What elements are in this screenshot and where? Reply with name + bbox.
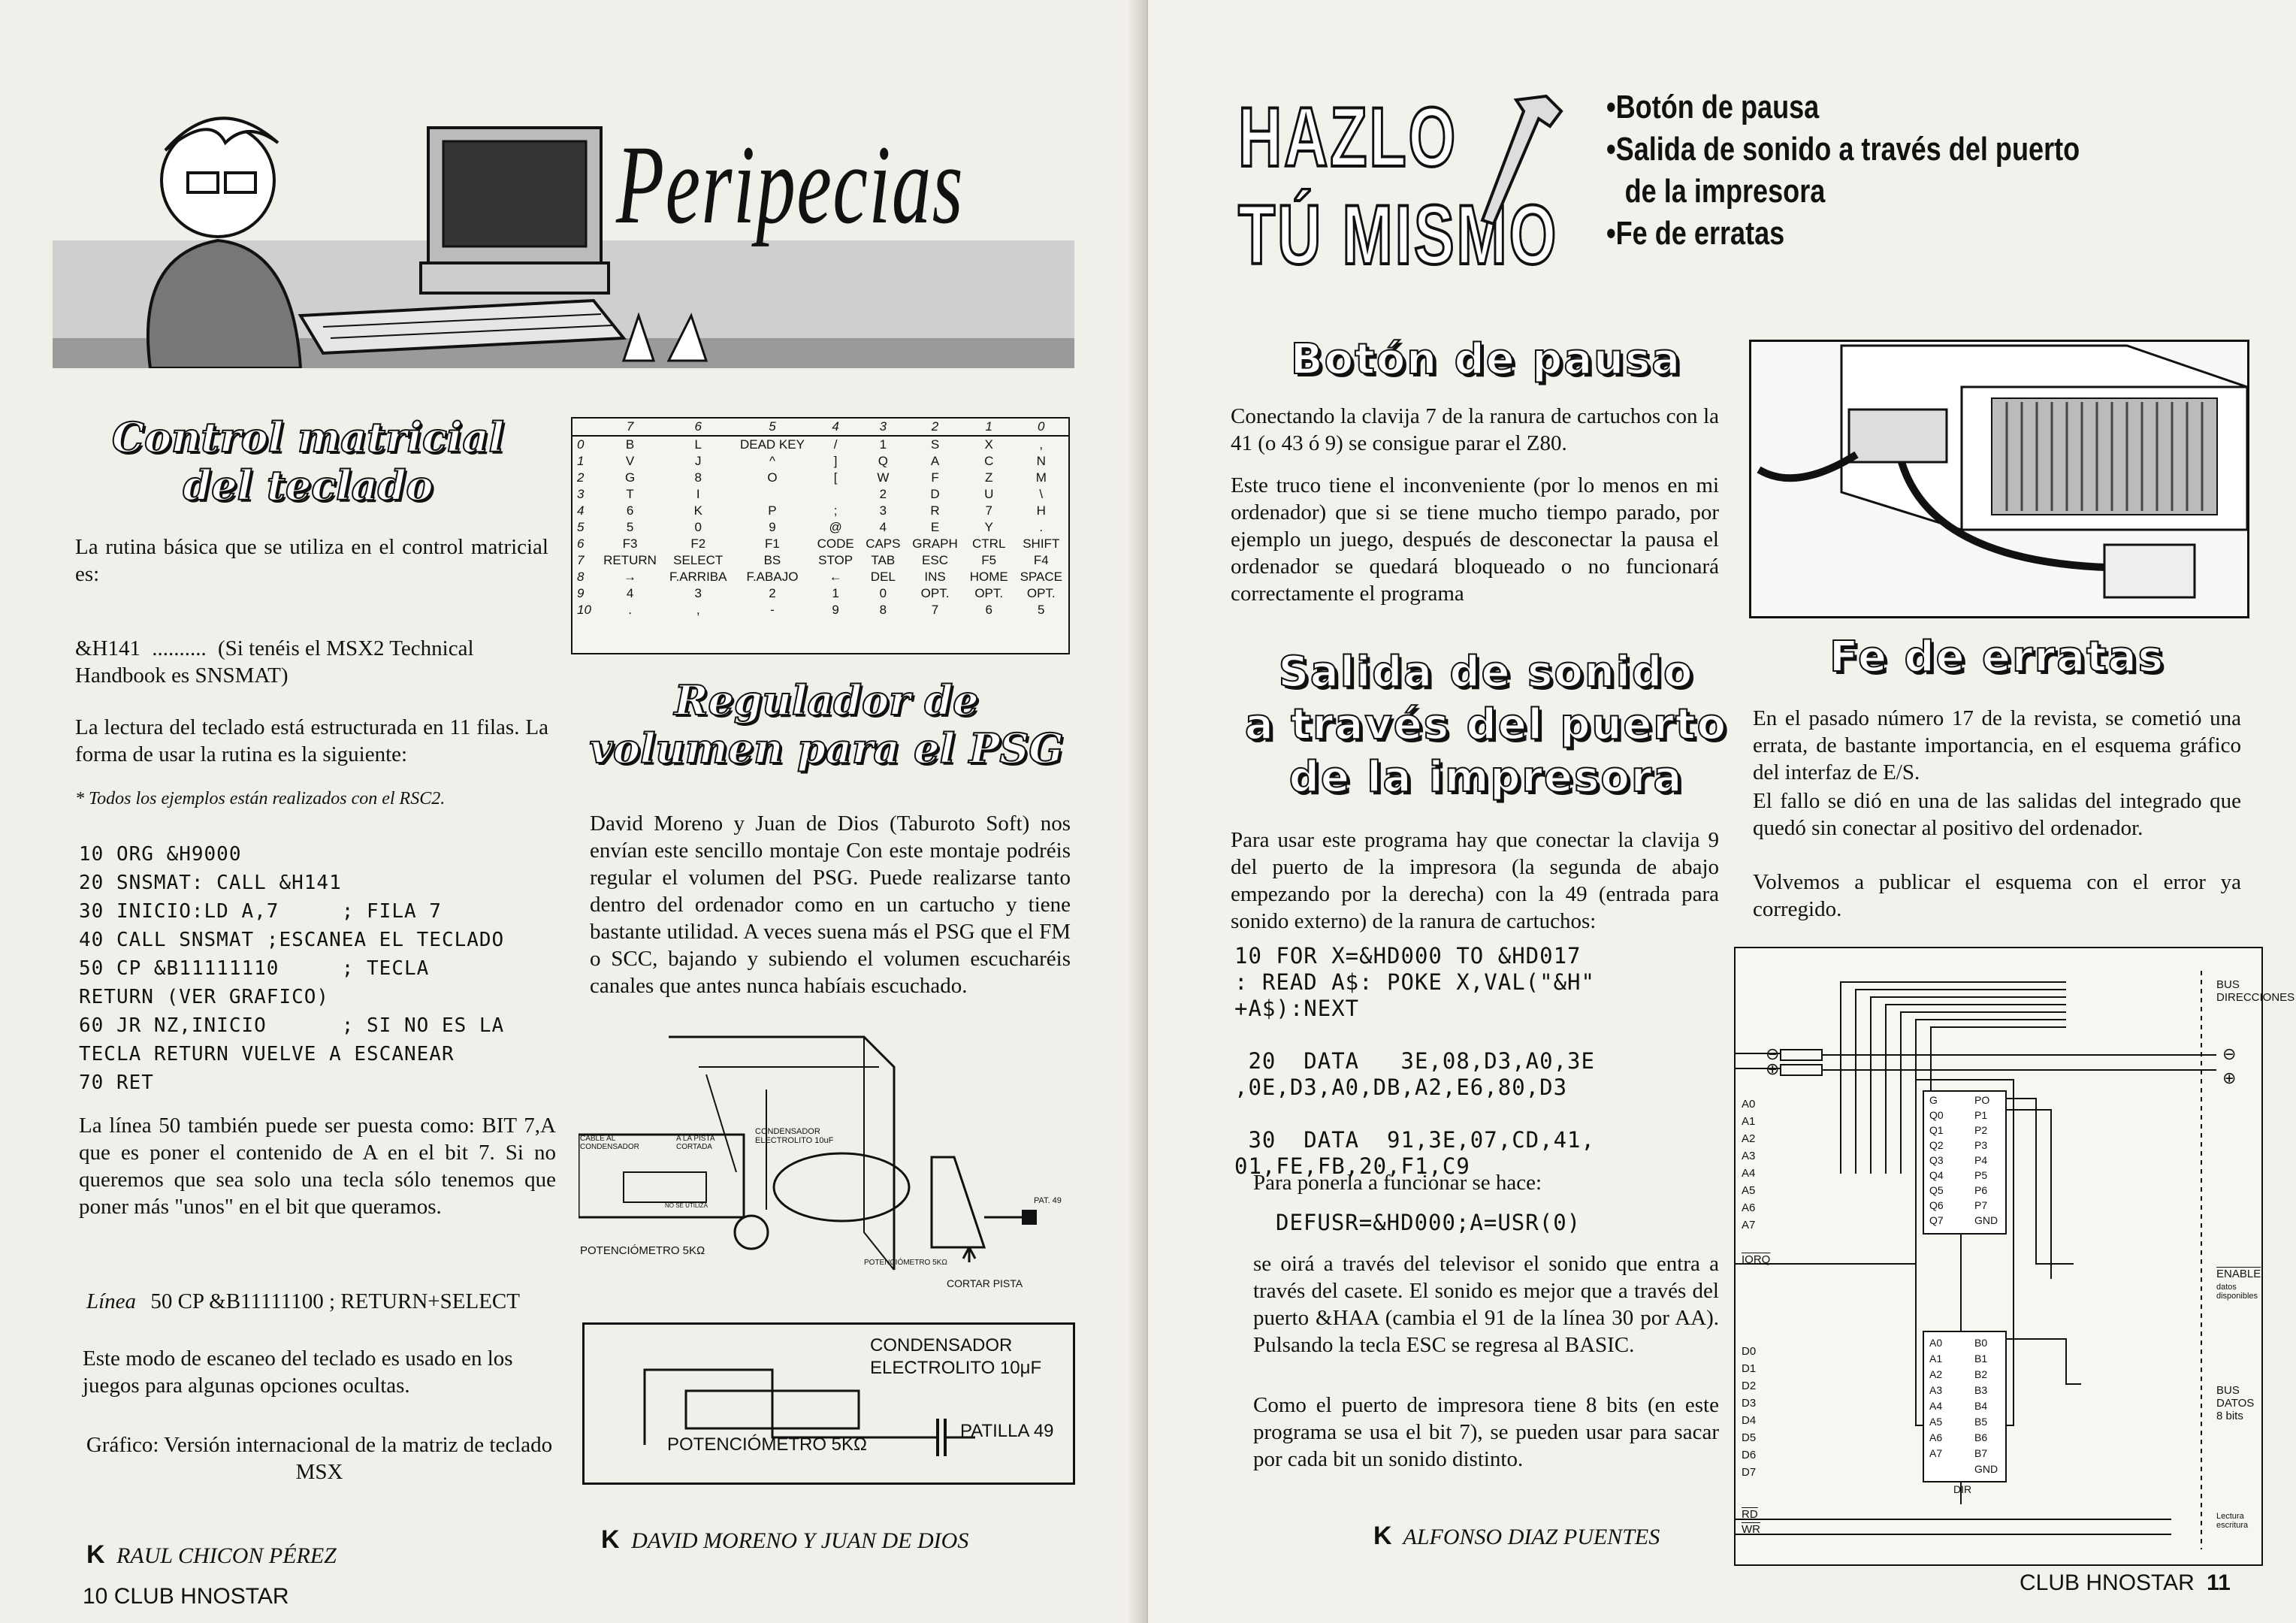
salida-title [1231,646,1742,804]
chip1-pin: Q1 [1929,1124,1944,1136]
matrix-key-cell: O [767,470,778,485]
matrix-key-cell: F3 [622,536,638,551]
matrix-row-number: 5 [577,520,585,534]
matrix-key-cell: L [694,437,702,452]
addr-pin: A7 [1742,1219,1756,1232]
linea50-text: La línea 50 también puede ser puesta como: BIT 7,A que es poner el contenido de A en el bit 7. Si no queremos que sea solo una tecla sólo tenemos que poner más "unos" en el bit que queramos. [79,1114,556,1219]
club-logo-icon: K [86,1540,105,1569]
matrix-key-cell: E [930,520,940,534]
chip2-pin: A2 [1929,1368,1943,1380]
chip2-pin: B7 [1974,1447,1988,1459]
matrix-key-cell: 9 [832,603,839,617]
chip1-pin: P2 [1974,1124,1988,1136]
addr-pin: A5 [1742,1184,1756,1197]
matrix-key-cell: 1 [832,586,839,600]
addr-pin: A4 [1742,1167,1756,1180]
enable-label: ENABLE [2216,1268,2261,1280]
matrix-key-cell: ← [829,570,842,584]
examples-note: * Todos los ejemplos están realizados con el RSC2. [75,789,446,808]
matrix-row [572,536,1068,552]
matrix-key-cell: CTRL [972,536,1006,551]
erratas-title: Fe de erratas [1829,633,2165,682]
hook-line [75,635,556,689]
addr-pin: A3 [1742,1150,1756,1162]
diagram-pot-mid-label: POTENCIÓMETRO 5KΩ [864,1259,947,1267]
matrix-key-cell: SPACE [1020,570,1062,584]
data-pin: D4 [1742,1414,1757,1427]
matrix-key-cell: CODE [817,536,854,551]
matrix-key-cell: OPT. [920,586,950,600]
control-intro: La rutina básica que se utiliza en el control matricial es: [75,535,548,586]
matrix-key-cell: F1 [765,536,780,551]
matrix-key-cell: SHIFT [1023,536,1060,551]
psg-diagram [579,1022,1074,1307]
chip1-right-pins [1974,1093,1998,1228]
chip1-pin: Q2 [1929,1139,1944,1151]
circuit-patilla: PATILLA 49 [960,1421,1054,1441]
matrix-key-cell: H [1036,503,1046,518]
matrix-key-cell: - [770,603,775,617]
matrix-key-cell: M [1035,470,1047,485]
matrix-row [572,436,1068,453]
matrix-key-cell: 4 [879,520,887,534]
chip2-pin: B2 [1974,1368,1988,1380]
bus-datos-label: BUS DATOS 8 bits [2216,1384,2255,1422]
banner [53,90,1074,368]
matrix-key-cell: 1 [879,437,887,452]
control-title-line2: del teclado [183,461,434,509]
diagram-pista-label: A LA PISTA CORTADA [676,1135,714,1151]
matrix-key-cell: INS [924,570,946,584]
matrix-key-cell: 2 [769,586,776,600]
hazlo-logo-line1: HAZLO [1238,90,1458,184]
salida-title-line2: a través del puerto [1244,700,1728,749]
chip2-pin: B5 [1974,1416,1988,1428]
addr-pin: A1 [1742,1115,1756,1128]
matrix-key-cell: OPT. [1026,586,1056,600]
psg-title-line2: volumen para el PSG [589,724,1064,772]
diagram-pot-left-label: POTENCIÓMETRO 5KΩ [580,1244,705,1257]
iorq-label: IORQ [1742,1253,1771,1266]
data-pin: D6 [1742,1449,1757,1461]
addr-pin: A0 [1742,1098,1756,1111]
salida-title-line1: Salida de sonido [1278,648,1694,697]
erratas-p3: Volvemos a publicar el esquema con el error ya corregido. [1753,870,2241,921]
matrix-row [572,602,1068,618]
minus-icon-right: ⊖ [2222,1044,2237,1063]
chip1-pin: P6 [1974,1184,1988,1196]
matrix-key-cell: A [930,454,940,468]
matrix-row-number: 9 [577,586,585,600]
circuit-condensador: CONDENSADOR [870,1335,1013,1356]
diagram-pat-label: PAT. 49 [1034,1196,1062,1205]
matrix-key-cell: BS [763,553,781,567]
chip2-pin: A4 [1929,1400,1943,1412]
addr-pin: A6 [1742,1201,1756,1214]
matrix-row-number: 1 [577,454,585,468]
matrix-key-cell: @ [829,520,842,534]
matrix-key-cell: CAPS [866,536,901,551]
lectura-text: La lectura del teclado está estructurada en 11 filas. La forma de usar la rutina es la siguiente: [75,715,548,766]
matrix-key-cell: ^ [769,454,775,468]
matrix-key-cell: 2 [879,487,887,501]
chip1-pin: GND [1974,1214,1998,1226]
matrix-key-cell [811,486,860,503]
keyboard-matrix-table [572,419,1068,618]
matrix-row [572,585,1068,602]
matrix-key-cell: 8 [879,603,887,617]
salida-p1: Para usar este programa hay que conectar la clavija 9 del puerto de la impresora (la segunda de abajo empezando por la derecha) con la 49 (entrada para sonido externo) de la ranura de cartuchos: [1231,828,1719,933]
enable-sub-label: datos disponibles [2216,1283,2258,1301]
author-right-name: ALFONSO DIAZ PUENTES [1403,1525,1660,1549]
right-code-listing: 10 FOR X=&HD000 TO &HD017 : READ A$: POKE X,VAL("&H" +A$):NEXT 20 DATA 3E,08,D3,A0,3E ,0E,D3,A0,DB,A2,E6,80,D3 30 DATA 91,3E,07,CD,41, 01,FE,FB,20,F1,C9 [1234,943,1595,1179]
addr-pins [1742,1096,1755,1234]
addr-pin: A2 [1742,1132,1756,1145]
chip1-pin: P4 [1974,1154,1988,1166]
chip2-pin: A3 [1929,1384,1943,1396]
bullet-2: •Salida de sonido a través del puerto [1606,131,2080,168]
linea-example [86,1288,567,1315]
matrix-key-cell: Z [985,470,993,485]
chip2-pin: B0 [1974,1337,1988,1349]
matrix-row-number: 3 [577,487,585,501]
matrix-key-cell: → [624,570,637,584]
chip2-pin: B4 [1974,1400,1988,1412]
matrix-row [572,503,1068,519]
chip1-pin: Q3 [1929,1154,1944,1166]
matrix-row [572,552,1068,569]
wr-label: $\overline{WR}$ [1742,1523,1760,1536]
matrix-key-cell: 6 [626,503,634,518]
pausa-title: Botón de pausa [1290,335,1682,384]
matrix-header-cell: 3 [859,419,906,436]
matrix-key-cell: 7 [985,503,992,518]
matrix-key-cell [733,486,811,503]
matrix-key-cell: B [625,437,635,452]
matrix-header [572,419,1068,436]
matrix-header-cell: 0 [1014,419,1068,436]
chip1-pin: P3 [1974,1139,1988,1151]
matrix-row [572,470,1068,486]
chip2-pin: A7 [1929,1447,1943,1459]
rd-label: $\overline{RD}$ [1742,1508,1758,1521]
footer-right-number: 11 [2207,1570,2231,1595]
header-bullets [1606,86,2267,255]
chip2-pin: A0 [1929,1337,1943,1349]
matrix-key-cell: 7 [931,603,939,617]
right-page [1148,0,2296,1623]
chip1-pin: PO [1974,1094,1990,1106]
banner-title: Peripecias [616,122,965,247]
matrix-key-cell: U [984,487,994,501]
data-pin: D1 [1742,1362,1757,1375]
chip1-pin: P5 [1974,1169,1988,1181]
circuit-electrolito: ELECTROLITO 10μF [870,1358,1042,1378]
matrix-row [572,453,1068,470]
matrix-key-cell: F4 [1033,553,1049,567]
chip1-pin: Q6 [1929,1199,1944,1211]
matrix-key-cell: 0 [879,586,887,600]
minus-icon: ⊖ [1766,1044,1780,1063]
matrix-row-number: 4 [577,503,585,518]
modo-text: Este modo de escaneo del teclado es usado en los juegos para algunas opciones ocultas. [83,1346,513,1398]
matrix-key-cell: STOP [818,553,853,567]
matrix-key-cell: HOME [969,570,1008,584]
author-right [1373,1522,1660,1551]
matrix-key-cell: 3 [879,503,887,518]
data-pins [1742,1343,1756,1481]
chip2-pin: A6 [1929,1431,1943,1443]
chip2-pin: GND [1974,1463,1998,1475]
diagram-condensador-label: CONDENSADOR ELECTROLITO 10uF [755,1127,834,1145]
matrix-key-cell: J [694,454,702,468]
chip2-pin: A5 [1929,1416,1943,1428]
matrix-key-cell: 3 [694,586,702,600]
matrix-key-cell: 5 [1038,603,1045,617]
chip2-pin: A1 [1929,1352,1943,1365]
hook-note: (Si tenéis el MSX2 Technical Handbook es SNSMAT) [75,636,474,688]
hook-dots: .......... [152,636,207,660]
chip1-pin: Q4 [1929,1169,1944,1181]
matrix-key-cell: Q [878,454,888,468]
data-pin: D3 [1742,1397,1757,1410]
matrix-key-cell: D [930,487,940,501]
matrix-key-cell: I [696,487,700,501]
wrench-icon [1471,89,1569,239]
psg-diagram-drawing [579,1022,1074,1307]
matrix-header-cell [572,419,597,436]
matrix-key-cell: F.ARRIBA [669,570,727,584]
author-mid-name: DAVID MORENO Y JUAN DE DIOS [631,1528,969,1553]
matrix-key-cell: RETURN [603,553,657,567]
matrix-key-cell: 5 [626,520,634,534]
funcionar-text: Para ponerla a funcionar se hace: [1253,1171,1542,1195]
matrix-key-cell: Y [984,520,993,534]
diagram-no-utiliza-label: NO SE UTILIZA [665,1202,708,1209]
matrix-row-number: 0 [577,437,585,452]
matrix-key-cell: V [625,454,635,468]
matrix-key-cell: ; [833,503,838,518]
matrix-key-cell: GRAPH [912,536,958,551]
matrix-key-cell: TAB [871,553,896,567]
data-pin: D7 [1742,1466,1757,1479]
matrix-header-cell: 4 [811,419,860,436]
matrix-key-cell: ESC [922,553,949,567]
matrix-key-cell: F5 [981,553,997,567]
linea-label: Línea [86,1289,137,1313]
matrix-key-cell: K [693,503,702,518]
io-schematic [1734,947,2295,1566]
pausa-p1: Conectando la clavija 7 de la ranura de cartuchos con la 41 (o 43 ó 9) se consigue parar el Z80. [1231,404,1719,455]
lectura-label: Lectura escritura [2216,1512,2249,1530]
printer-port-drawing [1751,342,2247,616]
footer-left: 10 CLUB HNOSTAR [83,1584,289,1609]
matrix-header-cell: 7 [597,419,663,436]
pausa-p2: Este truco tiene el inconveniente (por lo menos en mi ordenador) que si se tiene mucho tiempo parado, por ejemplo un juego, después de desconectar la pausa el ordenador se quedará bloqueado o no funcionará correctamente el programa [1231,473,1719,606]
matrix-row [572,486,1068,503]
control-title-line1: Control matricial [112,413,504,461]
hook-address: &H141 [75,636,140,660]
hazlo-logo [1238,89,1606,292]
matrix-key-cell: F.ABAJO [746,570,799,584]
matrix-row [572,569,1068,585]
erratas-p2: El fallo se dió en una de las salidas del integrado que quedó sin conectar al positivo del ordenador. [1753,789,2241,840]
matrix-key-cell: N [1036,454,1046,468]
matrix-row-number: 6 [577,536,585,551]
matrix-key-cell: P [768,503,777,518]
matrix-header-cell: 6 [663,419,733,436]
salida-p2: se oirá a través del televisor el sonido que entra a través del casete. El sonido es mejor que a través del puerto &HAA (cambia el 91 de la línea 30 por AA). Pulsando la tecla ESC se regresa al BASIC. [1253,1252,1719,1357]
chip1-pin: Q5 [1929,1184,1944,1196]
matrix-key-cell: 4 [626,586,634,600]
matrix-key-cell: , [1039,437,1044,452]
chip1-pin: P7 [1974,1199,1988,1211]
club-logo-icon: K [601,1525,620,1554]
matrix-key-cell: S [930,437,940,452]
bus-dir-label: BUS DIRECCIONES [2216,978,2295,1004]
diagram-cable-label: CABLE AL CONDENSADOR [580,1135,639,1151]
psg-title-line1: Regulador de [674,676,979,724]
plus-icon: ⊕ [1766,1059,1780,1078]
matrix-row-number: 8 [577,570,585,584]
data-pin: D0 [1742,1345,1757,1358]
matrix-key-cell: F2 [690,536,706,551]
chip1-pin: Q0 [1929,1109,1944,1121]
control-title [75,413,541,509]
matrix-key-cell: 6 [985,603,992,617]
matrix-key-cell: SELECT [673,553,724,567]
matrix-row [572,519,1068,536]
io-schematic-wiring [1736,948,2295,1564]
club-logo-icon: K [1373,1522,1392,1550]
matrix-key-cell: C [984,454,994,468]
diagram-cortar-label: CORTAR PISTA [947,1277,1023,1289]
matrix-key-cell: [ [833,470,838,485]
matrix-key-cell: X [984,437,993,452]
matrix-key-cell: R [930,503,940,518]
footer-right [2020,1570,2231,1596]
matrix-key-cell: OPT. [974,586,1004,600]
erratas-p1: En el pasado número 17 de la revista, se cometió una errata, de bastante importancia, en el esquema gráfico del interfaz de E/S. [1753,706,2241,784]
chip1-left-pins [1929,1093,1944,1228]
matrix-key-cell: G [624,470,636,485]
matrix-key-cell: ] [833,454,838,468]
chip2-left-pins [1929,1335,1942,1461]
matrix-key-cell: . [1039,520,1044,534]
data-pin: D2 [1742,1380,1757,1392]
matrix-header-cell: 1 [964,419,1014,436]
matrix-header-cell: 5 [733,419,811,436]
author-left [86,1540,337,1570]
matrix-key-cell: T [626,487,634,501]
author-mid [601,1525,968,1555]
matrix-key-cell: W [877,470,890,485]
chip2-pin: B6 [1974,1431,1988,1443]
matrix-row-number: 7 [577,553,585,567]
matrix-key-cell: . [628,603,632,617]
author-left-name: RAUL CHICON PÉREZ [116,1543,337,1568]
psg-circuit [582,1322,1075,1485]
chip2-right-pins [1974,1335,1998,1477]
bullet-4: •Fe de erratas [1606,215,1785,252]
grafico-text: Gráfico: Versión internacional de la matriz de teclado MSX [86,1433,553,1484]
circuit-potenciometro: POTENCIÓMETRO 5KΩ [667,1434,867,1455]
psg-title [579,676,1074,772]
data-pin: D5 [1742,1431,1757,1444]
defusr-code: DEFUSR=&HD000;A=USR(0) [1276,1210,1582,1235]
keyboard-matrix-box [571,417,1070,654]
chip1-pin: P1 [1974,1109,1988,1121]
matrix-row-number: 2 [577,470,585,485]
matrix-key-cell: 0 [694,520,702,534]
chip1-pin: Q7 [1929,1214,1944,1226]
bullet-1: •Botón de pausa [1606,89,1820,125]
dir-label: DIR [1953,1483,1972,1495]
printer-port-photo [1749,340,2249,618]
matrix-key-cell: 8 [694,470,702,485]
chip2-pin: B3 [1974,1384,1988,1396]
matrix-key-cell: \ [1039,487,1044,501]
matrix-header-cell: 2 [906,419,964,436]
matrix-key-cell: F [931,470,939,485]
matrix-key-cell: DEL [870,570,896,584]
linea-code: 50 CP &B11111100 ; RETURN+SELECT [150,1289,520,1313]
chip2-pin: B1 [1974,1352,1988,1365]
matrix-key-cell: , [696,603,700,617]
matrix-key-cell: DEAD KEY [739,437,805,452]
matrix-body [572,436,1068,618]
psg-text: David Moreno y Juan de Dios (Taburoto Soft) nos envían este sencillo montaje Con este montaje podréis regular el volumen del PSG. Puede realizarse tanto dentro del ordenador como en un cartucho y tiene bastante utilidad. A veces suena más el PSG que el FM o SCC, bajando y subiendo el volumen escucharéis canales que antes nunca habíais escuchado. [590,812,1071,998]
matrix-key-cell: / [833,437,838,452]
salida-title-line3: de la impresora [1288,753,1684,802]
matrix-key-cell: 9 [769,520,776,534]
chip1-pin: G [1929,1094,1938,1106]
salida-p3: Como el puerto de impresora tiene 8 bits (en este programa se usa el bit 7), se pueden usar para sacar por cada bit un sonido distinto. [1253,1393,1719,1471]
footer-right-name: CLUB HNOSTAR [2020,1570,2195,1595]
plus-icon-right: ⊕ [2222,1068,2237,1087]
bullet-3: de la impresora [1624,173,1826,210]
left-code-listing: 10 ORG &H9000 20 SNSMAT: CALL &H141 30 INICIO:LD A,7 ; FILA 7 40 CALL SNSMAT ;ESCANEA EL TECLADO 50 CP &B11111110 ; TECLA RETURN (VER GRAFICO) 60 JR NZ,INICIO ; SI NO ES LA TECLA RETURN VUELVE A ESCANEAR 70 RET [79,843,505,1094]
hazlo-logo-line2: TÚ MISMO [1238,188,1559,282]
matrix-row-number: 10 [577,603,591,617]
